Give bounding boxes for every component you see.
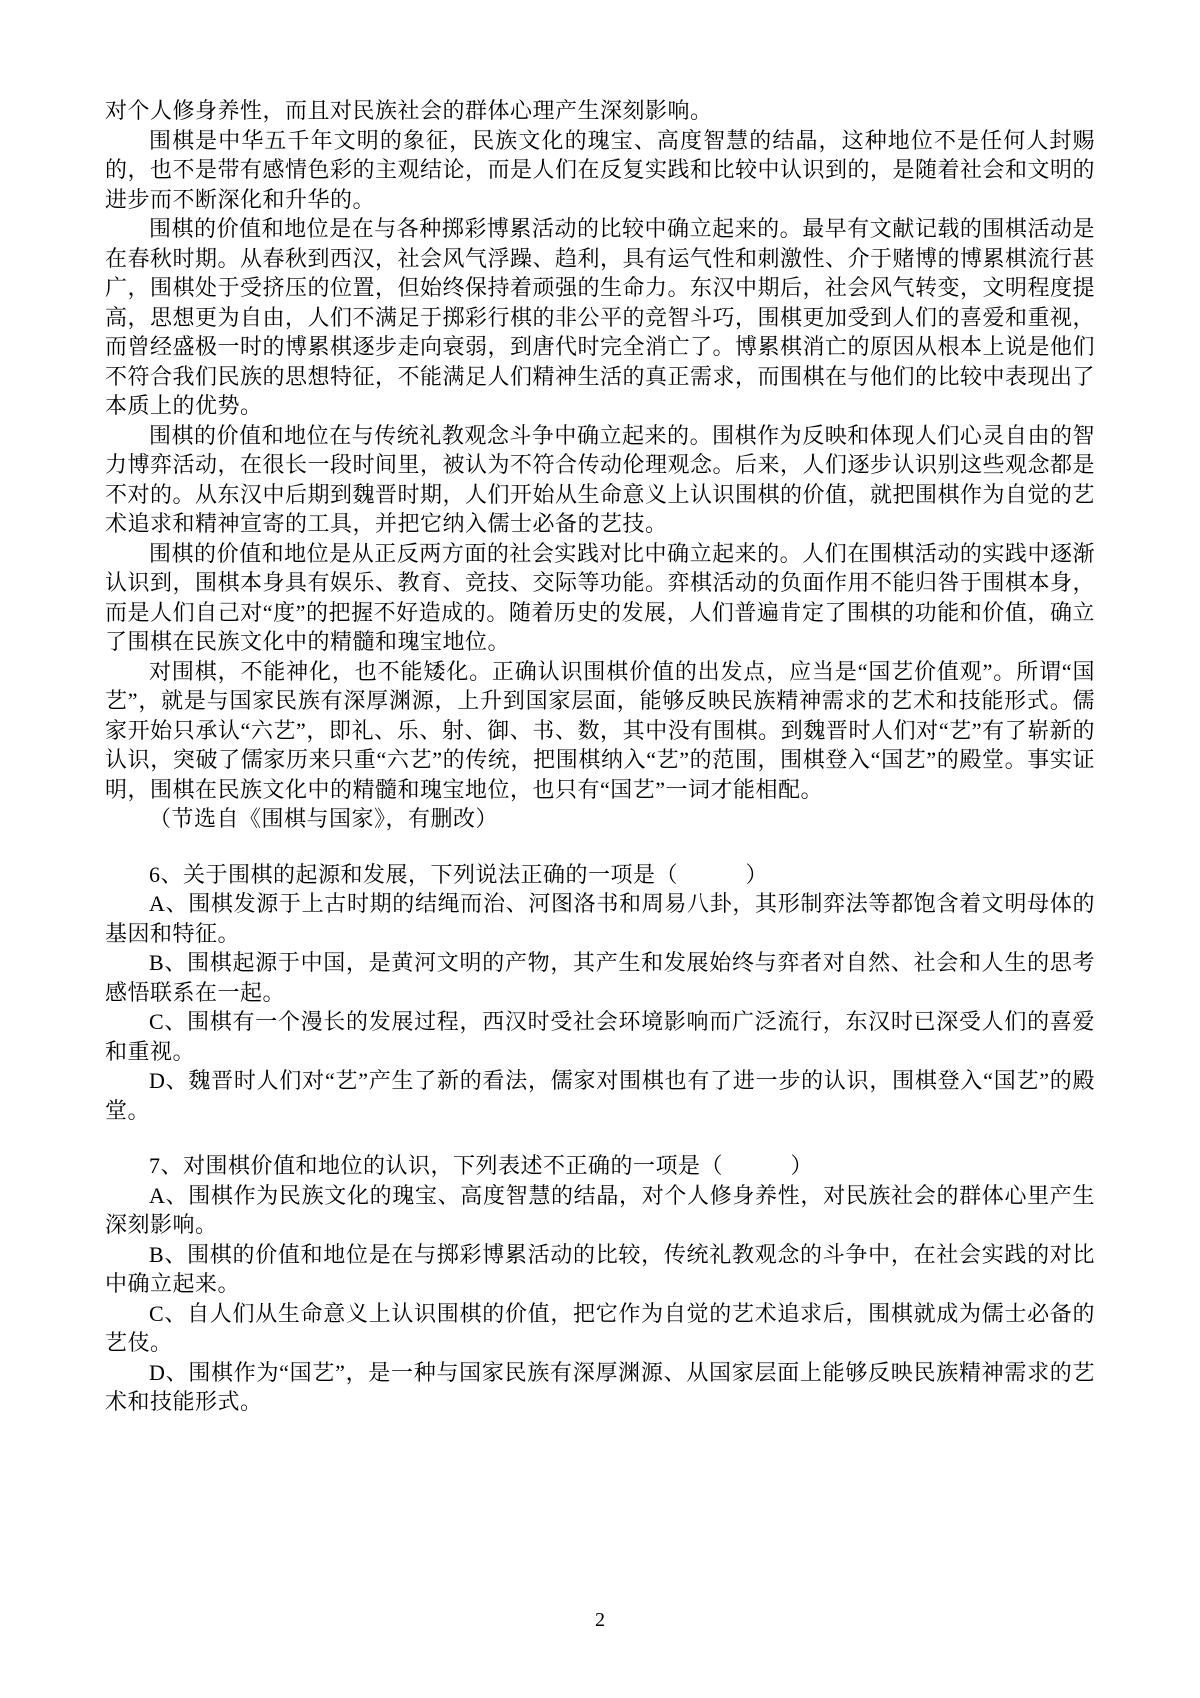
passage-paragraph: 围棋的价值和地位是从正反两方面的社会实践对比中确立起来的。人们在围棋活动的实践中逐渐认识到，围棋本身具有娱乐、教育、竞技、交际等功能。弈棋活动的负面作用不能归咎于围棋本身，而是人们自己对“度”的把握不好造成的。随着历史的发展，人们普遍肯定了围棋的功能和价值，确立了围棋在民族文化中的精髓和瑰宝地位。	[105, 540, 1096, 654]
passage-paragraph: 围棋是中华五千年文明的象征，民族文化的瑰宝、高度智慧的结晶，这种地位不是任何人封赐的，也不是带有感情色彩的主观结论，而是人们在反复实践和比较中认识到的，是随着社会和文明的进步而不断深化和升华的。	[105, 127, 1096, 212]
question-6-stem: 6、关于围棋的起源和发展，下列说法正确的一项是（ ）	[149, 861, 769, 887]
question-7-option-a: A、围棋作为民族文化的瑰宝、高度智慧的结晶，对个人修身养性，对民族社会的群体心里产生深刻影响。	[105, 1182, 1095, 1237]
question-7-option-d: D、围棋作为“国艺”，是一种与国家民族有深厚渊源、从国家层面上能够反映民族精神需求的艺术和技能形式。	[105, 1359, 1095, 1414]
page-number: 2	[595, 1609, 605, 1631]
question-7-option-b: B、围棋的价值和地位是在与掷彩博累活动的比较，传统礼教观念的斗争中，在社会实践的对比中确立起来。	[105, 1241, 1095, 1296]
passage-paragraph: 对个人修身养性，而且对民族社会的群体心理产生深刻影响。	[105, 98, 713, 123]
question-6-option-b: B、围棋起源于中国，是黄河文明的产物，其产生和发展始终与弈者对自然、社会和人生的思考感悟联系在一起。	[105, 950, 1095, 1005]
passage-paragraph: 围棋的价值和地位在与传统礼教观念斗争中确立起来的。围棋作为反映和体现人们心灵自由的智力博弈活动，在很长一段时间里，被认为不符合传动伦理观念。后来，人们逐步认识别这些观念都是不对的。从东汉中后期到魏晋时期，人们开始从生命意义上认识围棋的价值，就把围棋作为自觉的艺术追求和精神宣寄的工具，并把它纳入儒士必备的艺技。	[105, 422, 1096, 536]
question-7-option-c: C、自人们从生命意义上认识围棋的价值，把它作为自觉的艺术追求后，围棋就成为儒士必备的艺伎。	[105, 1300, 1095, 1355]
question-7-stem: 7、对围棋价值和地位的认识，下列表述不正确的一项是（ ）	[149, 1153, 814, 1178]
question-6-option-c: C、围棋有一个漫长的发展过程，西汉时受社会环境影响而广泛流行，东汉时已深受人们的喜爱和重视。	[105, 1009, 1095, 1064]
passage-paragraph: 对围棋，不能神化，也不能矮化。正确认识围棋价值的出发点，应当是“国艺价值观”。所谓“国艺”，就是与国家民族有深厚渊源，上升到国家层面，能够反映民族精神需求的艺术和技能形式。儒家开始只承认“六艺”，即礼、乐、射、御、书、数，其中没有围棋。到魏晋时人们对“艺”有了崭新的认识，突破了儒家历来只重“六艺”的传统，把围棋纳入“艺”的范围，围棋登入“国艺”的殿堂。事实证明，围棋在民族文化中的精髓和瑰宝地位，也只有“国艺”一词才能相配。	[105, 658, 1095, 802]
question-7	[105, 1151, 1095, 1417]
question-6	[105, 860, 1095, 1126]
question-6-option-d: D、魏晋时人们对“艺”产生了新的看法，儒家对围棋也有了进一步的认识，围棋登入“国艺”的殿堂。	[105, 1068, 1095, 1123]
question-6-option-a: A、围棋发源于上古时期的结绳而治、河图洛书和周易八卦，其形制弈法等都饱含着文明母体的基因和特征。	[105, 891, 1095, 946]
source-note: （节选自《围棋与国家》，有删改）	[149, 806, 499, 831]
reading-passage	[105, 96, 1095, 1417]
passage-paragraph: 围棋的价值和地位是在与各种掷彩博累活动的比较中确立起来的。最早有文献记载的围棋活动是在春秋时期。从春秋到西汉，社会风气浮躁、趋利，具有运气性和刺激性、介于赌博的博累棋流行甚广，围棋处于受挤压的位置，但始终保持着顽强的生命力。东汉中期后，社会风气转变，文明程度提高，思想更为自由，人们不满足于掷彩行棋的非公平的竞智斗巧，围棋更加受到人们的喜爱和重视，而曾经盛极一时的博累棋逐步走向衰弱，到唐代时完全消亡了。博累棋消亡的原因从根本上说是他们不符合我们民族的思想特征，不能满足人们精神生活的真正需求，而围棋在与他们的比较中表现出了本质上的优势。	[105, 216, 1096, 418]
